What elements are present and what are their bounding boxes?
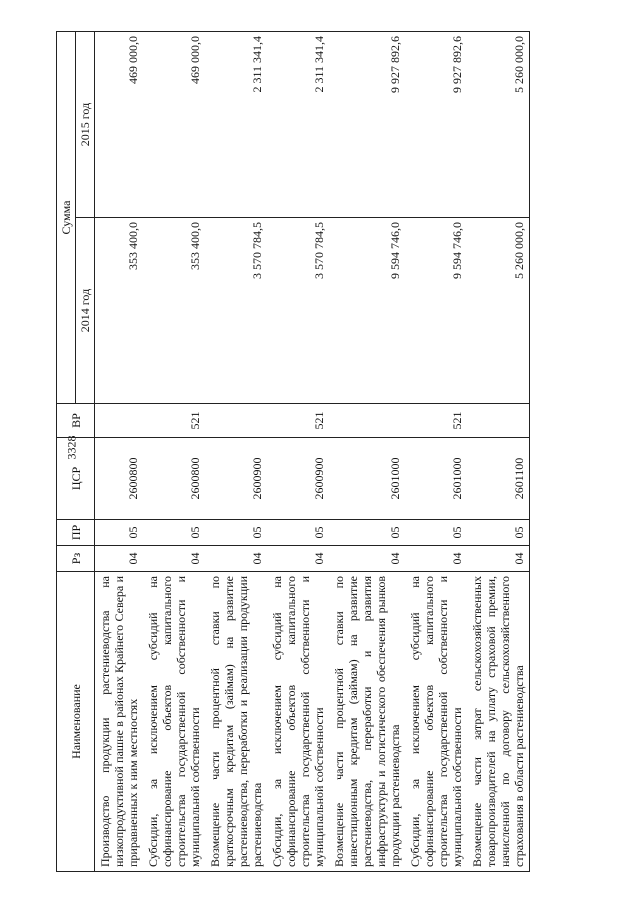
table-row [329, 31, 405, 871]
row-pr: 05 [329, 520, 405, 546]
page-number: 3328 [64, 435, 79, 460]
header-pr: ПР [57, 520, 95, 546]
row-sum-2014: 9 594 746,0 [329, 218, 405, 404]
row-sum-2014: 353 400,0 [95, 218, 144, 404]
table-row [267, 31, 329, 871]
row-vr: 521 [405, 404, 467, 438]
table-header-row [57, 31, 76, 871]
header-rz: Рз [57, 546, 95, 572]
row-sum-2014: 9 594 746,0 [405, 218, 467, 404]
row-pr: 05 [205, 520, 267, 546]
row-csr: 2600800 [143, 438, 205, 520]
row-vr [329, 404, 405, 438]
row-rz: 04 [267, 546, 329, 572]
row-rz: 04 [329, 546, 405, 572]
row-rz: 04 [467, 546, 530, 572]
row-vr: 521 [267, 404, 329, 438]
row-sum-2015: 469 000,0 [143, 31, 205, 217]
row-sum-2015: 2 311 341,4 [205, 31, 267, 217]
row-sum-2015: 9 927 892,6 [329, 31, 405, 217]
row-csr: 2601100 [467, 438, 530, 520]
row-pr: 05 [267, 520, 329, 546]
row-pr: 05 [467, 520, 530, 546]
row-vr [205, 404, 267, 438]
row-sum-2015: 469 000,0 [95, 31, 144, 217]
row-sum-2015: 9 927 892,6 [405, 31, 467, 217]
row-pr: 05 [95, 520, 144, 546]
row-vr [95, 404, 144, 438]
row-pr: 05 [143, 520, 205, 546]
budget-table [56, 31, 530, 872]
row-csr: 2600800 [95, 438, 144, 520]
header-2014: 2014 год [76, 218, 95, 404]
table-row [405, 31, 467, 871]
row-rz: 04 [95, 546, 144, 572]
row-sum-2014: 5 260 000,0 [467, 218, 530, 404]
header-vr: ВР [57, 404, 95, 438]
row-sum-2015: 2 311 341,4 [267, 31, 329, 217]
row-csr: 2601000 [329, 438, 405, 520]
table-row [95, 31, 144, 871]
row-sum-2014: 3 570 784,5 [267, 218, 329, 404]
header-name: Наименование [57, 572, 95, 872]
row-csr: 2600900 [267, 438, 329, 520]
row-name: Возмещение части процентной ставки по краткосрочным кредитам (займам) на развитие растениеводства, переработки и реализации продукции растениеводства [205, 572, 267, 872]
table-row [467, 31, 530, 871]
row-sum-2015: 5 260 000,0 [467, 31, 530, 217]
row-name: Субсидии, за исключением субсидий на софинансирование объектов капитального строительства государственной собственности и муниципальной собственности [267, 572, 329, 872]
row-csr: 2601000 [405, 438, 467, 520]
row-name: Возмещение части процентной ставки по инвестиционным кредитам (займам) на развитие растениеводства, переработки и развития инфраструктуры и логистического обеспечения рынков продукции растениеводства [329, 572, 405, 872]
row-rz: 04 [205, 546, 267, 572]
row-rz: 04 [405, 546, 467, 572]
header-csr: ЦСР [57, 438, 95, 520]
row-csr: 2600900 [205, 438, 267, 520]
row-pr: 05 [405, 520, 467, 546]
row-name: Возмещение части затрат сельскохозяйственных товаропроизводителей на уплату страховой премии, начисленной по договору сельскохозяйственного страхования в области растениеводства [467, 572, 530, 872]
row-vr [467, 404, 530, 438]
row-sum-2014: 3 570 784,5 [205, 218, 267, 404]
row-name: Производство продукции растениеводства на низкопродуктивной пашне в районах Крайнего Севера и приравненных к ним местностях [95, 572, 144, 872]
row-sum-2014: 353 400,0 [143, 218, 205, 404]
table-row [143, 31, 205, 871]
table-row [205, 31, 267, 871]
header-sum: Сумма [57, 31, 76, 403]
row-name: Субсидии, за исключением субсидий на софинансирование объектов капитального строительства государственной собственности и муниципальной собственности [143, 572, 205, 872]
row-rz: 04 [143, 546, 205, 572]
row-vr: 521 [143, 404, 205, 438]
header-2015: 2015 год [76, 31, 95, 217]
row-name: Субсидии, за исключением субсидий на софинансирование объектов капитального строительства государственной собственности и муниципальной собственности [405, 572, 467, 872]
document-page-rotated [56, 32, 584, 872]
